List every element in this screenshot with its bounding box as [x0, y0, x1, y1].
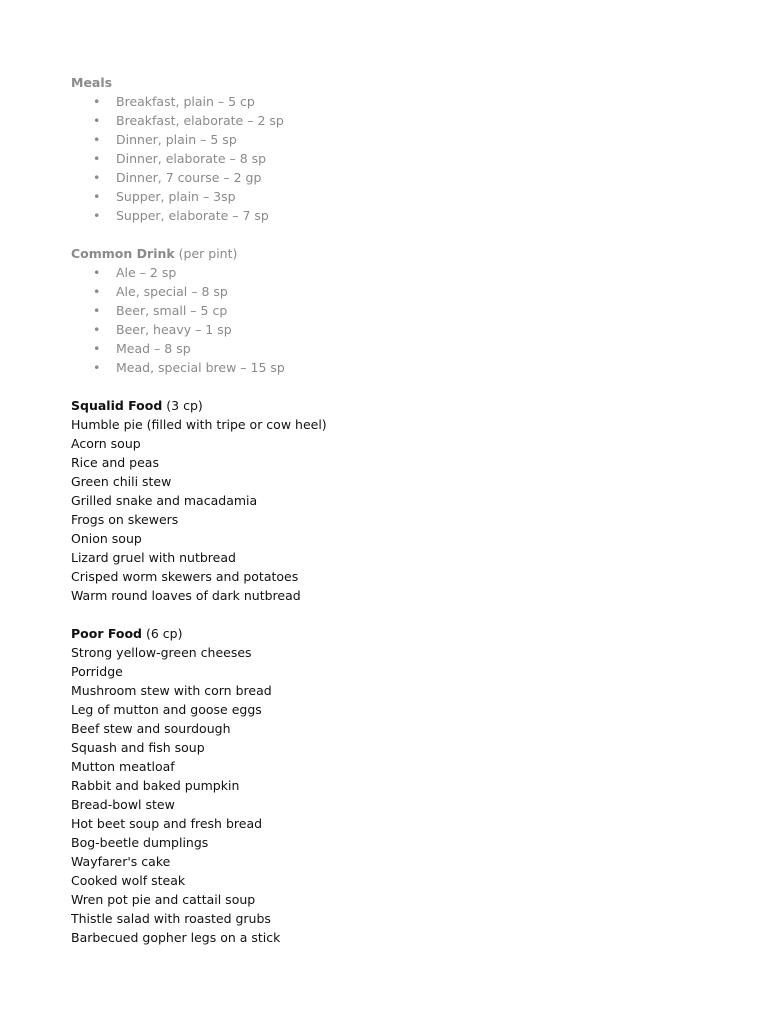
list-item: Wren pot pie and cattail soup — [71, 892, 256, 907]
squalid-food-list — [71, 415, 711, 605]
list-item: • Dinner, elaborate – 8 sp — [93, 151, 267, 166]
list-item: Rice and peas — [71, 455, 159, 470]
squalid-food-title: Squalid Food — [71, 398, 163, 413]
meals-list — [71, 92, 711, 225]
list-item: Rabbit and baked pumpkin — [71, 778, 240, 793]
list-item: • Mead – 8 sp — [93, 341, 191, 356]
list-item: Onion soup — [71, 531, 142, 546]
list-item: Lizard gruel with nutbread — [71, 550, 236, 565]
common-drink-heading — [71, 244, 711, 263]
squalid-food-section — [71, 396, 711, 605]
list-item: • Dinner, 7 course – 2 gp — [93, 170, 262, 185]
poor-food-title: Poor Food — [71, 626, 143, 641]
poor-food-list — [71, 643, 711, 947]
list-item: • Mead, special brew – 15 sp — [93, 360, 285, 375]
list-item: • Dinner, plain – 5 sp — [93, 132, 237, 147]
bullet-icon: • — [93, 208, 101, 223]
bullet-icon: • — [93, 341, 101, 356]
meals-heading — [71, 73, 711, 92]
document-page — [71, 73, 711, 947]
list-item: Frogs on skewers — [71, 512, 179, 527]
list-item: Bread-bowl stew — [71, 797, 175, 812]
list-item: Mushroom stew with corn bread — [71, 683, 272, 698]
list-item: Hot beet soup and fresh bread — [71, 816, 263, 831]
list-item: Mutton meatloaf — [71, 759, 175, 774]
list-item: • Ale – 2 sp — [93, 265, 177, 280]
common-drink-title: Common Drink — [71, 246, 175, 261]
common-drink-list — [71, 263, 711, 377]
poor-food-section — [71, 624, 711, 947]
list-item: Thistle salad with roasted grubs — [71, 911, 271, 926]
bullet-icon: • — [93, 132, 101, 147]
list-item: Barbecued gopher legs on a stick — [71, 930, 281, 945]
list-item: Bog-beetle dumplings — [71, 835, 209, 850]
bullet-icon: • — [93, 94, 101, 109]
meals-title: Meals — [71, 75, 113, 90]
bullet-icon: • — [93, 303, 101, 318]
list-item: Green chili stew — [71, 474, 172, 489]
bullet-icon: • — [93, 360, 101, 375]
poor-food-heading — [71, 624, 711, 643]
list-item: Porridge — [71, 664, 123, 679]
list-item: • Breakfast, elaborate – 2 sp — [93, 113, 284, 128]
list-item: • Beer, heavy – 1 sp — [93, 322, 232, 337]
list-item: Cooked wolf steak — [71, 873, 186, 888]
common-drink-section — [71, 244, 711, 377]
squalid-food-heading — [71, 396, 711, 415]
list-item: Warm round loaves of dark nutbread — [71, 588, 301, 603]
list-item: • Supper, elaborate – 7 sp — [93, 208, 269, 223]
list-item: Strong yellow-green cheeses — [71, 645, 252, 660]
list-item: Beef stew and sourdough — [71, 721, 231, 736]
bullet-icon: • — [93, 151, 101, 166]
list-item: Crisped worm skewers and potatoes — [71, 569, 299, 584]
list-item: • Ale, special – 8 sp — [93, 284, 228, 299]
list-item: Wayfarer's cake — [71, 854, 171, 869]
meals-section — [71, 73, 711, 225]
bullet-icon: • — [93, 189, 101, 204]
list-item: Leg of mutton and goose eggs — [71, 702, 262, 717]
bullet-icon: • — [93, 284, 101, 299]
bullet-icon: • — [93, 113, 101, 128]
bullet-icon: • — [93, 170, 101, 185]
bullet-icon: • — [93, 322, 101, 337]
list-item: • Beer, small – 5 cp — [93, 303, 228, 318]
list-item: Squash and fish soup — [71, 740, 205, 755]
poor-food-note: (6 cp) — [142, 626, 183, 641]
common-drink-note: (per pint) — [174, 246, 238, 261]
bullet-icon: • — [93, 265, 101, 280]
list-item: Humble pie (filled with tripe or cow heel) — [71, 417, 327, 432]
list-item: • Supper, plain – 3sp — [93, 189, 236, 204]
squalid-food-note: (3 cp) — [162, 398, 203, 413]
list-item: Acorn soup — [71, 436, 141, 451]
list-item: Grilled snake and macadamia — [71, 493, 258, 508]
list-item: • Breakfast, plain – 5 cp — [93, 94, 255, 109]
